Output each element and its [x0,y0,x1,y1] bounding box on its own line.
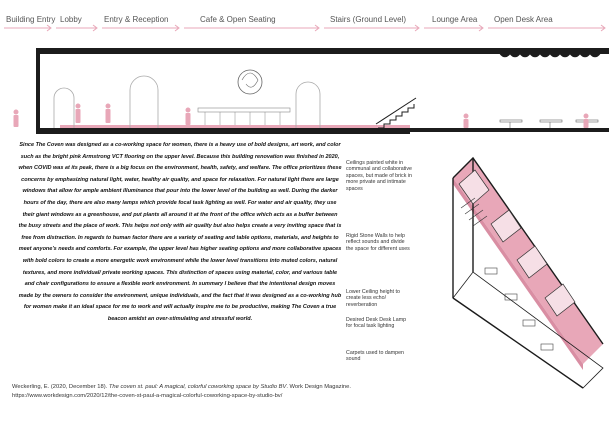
sequence-label-building-entry: Building Entry [6,15,56,24]
citation [12,383,372,401]
axonometric-diagram [405,148,605,408]
sequence-label-lounge: Lounge Area [432,15,478,24]
note-ceilings: Ceilings painted white in communal and collaborative spaces, but made of brick in more private and intimate spaces [346,160,412,192]
note-carpets: Carpets used to dampen sound [346,350,405,363]
sequence-label-stairs: Stairs (Ground Level) [330,15,407,24]
citation-url[interactable]: https://www.workdesign.com/2020/12/the-coven-st-paul-a-magical-colorful-coworking-space-by-studio-bv/ [12,393,283,399]
circulation-sequence [0,0,609,40]
note-desk-lamp: Desired Desk Desk Lamp for focal task lighting [346,317,407,330]
note-stone-walls: Rigid Stone Walls to help reflect sounds and divide the space for different uses [346,233,410,252]
sequence-label-lobby: Lobby [60,15,82,24]
design-essay: Since The Coven was designed as a co-working space for women, there is a heavy use of bold designs, art work, and color such as the bright pink Armstrong VCT flooring on the upper level. Because this building renovation was finished in 2020, when COVID was at its peak, there is a big focus on the environment, health, safety, and welfare. The office prioritizes these concerns by emphasizing natural light, water, healthy air quality, and space for relaxation. For natural light there are large windows that allow for ample ambient illuminance that pour into the lower level of the building as well. During the darker hours of the day, there are also many lamps which provide focal task lighting as well. For water and air quality, they use their giant windows as a greenhouse, and put plants all around it at the front of the office which acts as a buffer between the busy streets and the place of work. This helps not only with air quality but also helps create a very inviting space that is free from distraction. In regards to human factor there are a variety of seating and table options, materials, and heights to meet anyone's needs and comforts. For example, the upper level has higher seating options and more collaborative spaces with bold colors to create a more energetic work environment while the lower level transitions into muted colors, natural textures, and more individual/ private working spaces. This distinction of spaces using material, color, and various table and chair configurations to ensure a flexible work environment. In summary I believe that the intentional design moves made by the owners to consider the environment, unique individuals, and the fact that it was designed as a co-working hub for women make it an ideal space for me to work and will actually inspire me to be productive, making The Coven a true beacon amidst an over-stimulating and stressful world. [18,142,342,322]
sequence-label-cafe: Cafe & Open Seating [200,15,276,24]
citation-title: The coven st. paul: A magical, colorful coworking space by Studio BV [108,384,287,390]
sequence-label-open-desk: Open Desk Area [494,15,553,24]
citation-author: Weckerling, E. (2020, December 18). [12,384,109,390]
citation-publisher: . Work Design Magazine. [286,384,351,390]
note-ceiling-height: Lower Ceiling height to create less echo/ reverberation [346,289,400,308]
building-section-drawing [0,40,609,140]
sequence-label-entry-reception: Entry & Reception [104,15,169,24]
